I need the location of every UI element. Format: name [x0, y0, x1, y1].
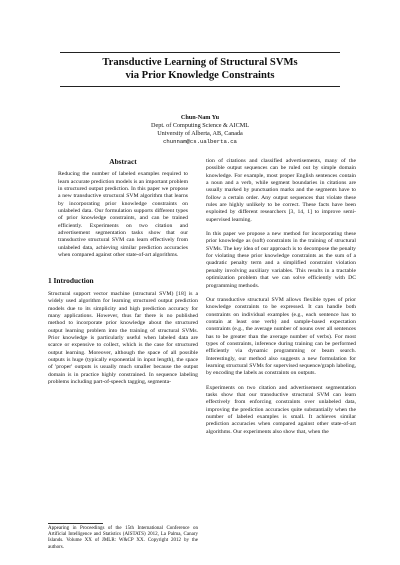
abstract-text: Reducing the number of labeled examples required to learn accurate prediction models is an important problem in structured output prediction. In this paper we propose a new transductive structural SVM algorithm that learns by incorporating prior knowledge constraints on unlabeled data. Our formulation supports different types of prior knowledge constraints, and can be trained efficiently. Experiments on two citation and advertisement segmentation tasks show that our transductive structural SVM can learn effectively from unlabeled data, achieving similar prediction accuracies when compared against other state-of-art algorithms. — [58, 171, 188, 259]
left-column — [48, 158, 198, 392]
right-paragraph-4: Experiments on two citation and advertisement segmentation tasks show that our transductive structural SVM can learn effectively from enforcing constraints over unlabeled data, improving the prediction accuracies quite substantially when the number of labeled examples is small. It achieves similar prediction accuracies when compared against other state-of-art algorithms. Our experiments also show that, when the — [206, 384, 356, 435]
right-paragraph-2: In this paper we propose a new method for incorporating these prior knowledge as (soft) constraints in the training of structural SVMs. The key idea of our approach is to decompose the penalty for violating these prior knowledge constraints as the sum of a quadratic penalty term and a simplified constraint violation penalty involving auxiliary variables. This results in a tractable optimization problem that we can solve efficiently with DC programming methods. — [206, 231, 356, 289]
title-line-2: via Prior Knowledge Constraints — [125, 70, 275, 81]
right-paragraph-3: Our transductive structural SVM allows flexible types of prior knowledge constraints to be expressed. It can handle both constraints on individual examples (e.g., each sentence has to contain at least one verb) and sample-based expectation constraints (e.g., the average number of nouns over all sentences has to be greater than the average number of verbs). For most types of constraints, inference during training can be performed efficiently via dynamic programming or beam search. Interestingly, our method also suggests a new formulation for learning structural SVMs for supervised sequence/graph labeling, by encoding the labels as constraints on outputs. — [206, 296, 356, 377]
title-rule-top — [60, 52, 340, 53]
right-column — [206, 158, 356, 443]
author-institution: University of Alberta, AB, Canada — [157, 130, 243, 137]
author-block — [0, 114, 400, 146]
title-rule-bottom — [60, 86, 340, 87]
author-name: Chun-Nam Yu — [180, 114, 220, 121]
author-dept: Dept. of Computing Science & AICML — [151, 122, 249, 129]
section-heading-introduction: 1 Introduction — [48, 276, 94, 286]
author-email: chunnam@cs.ualberta.ca — [163, 138, 237, 145]
footnote-rule — [48, 523, 103, 524]
paper-title — [0, 56, 400, 82]
footnote-text: Appearing in Proceedings of the 15th International Conference on Artificial Intelligence and Statistics (AISTATS) 2012, La Palma, Canary Islands. Volume XX of JMLR: W&CP XX. Copyright 2012 by the authors. — [48, 526, 198, 550]
right-paragraph-1: tion of citations and classified advertisements, many of the possible output sequences can be ruled out by simple domain knowledge. For example, most proper English sentences contain a noun and a verb, while segment boundaries in citations are usually marked by punctuation marks and the segments have to follow a certain order. Any output sequences that violate these rules are highly unlikely to be correct. These facts have been exploited by different researchers [3, 14, 1] to improve semi-supervised learning. — [206, 158, 356, 223]
abstract-heading: Abstract — [109, 157, 137, 166]
intro-paragraph-1: Structural support vector machine (structural SVM) [18] is a widely used algorithm for learning structured output prediction models due to its simplicity and high prediction accuracy for many applications. However, thus far there is no published method to incorporate prior knowledge about the structured output learning problem into the training of structural SVMs. Prior knowledge is particularly useful when labeled data are scarce or expensive to collect, which is the case for structured output learning. Moreover, although the space of all possible outputs is huge (typically exponential in input length), the space of 'proper' outputs is usually much smaller because the output domain is in practice highly constrained. In sequence labeling problems including part-of-speech tagging, segmenta- — [48, 290, 198, 385]
title-line-1: Transductive Learning of Structural SVMs — [102, 57, 298, 68]
